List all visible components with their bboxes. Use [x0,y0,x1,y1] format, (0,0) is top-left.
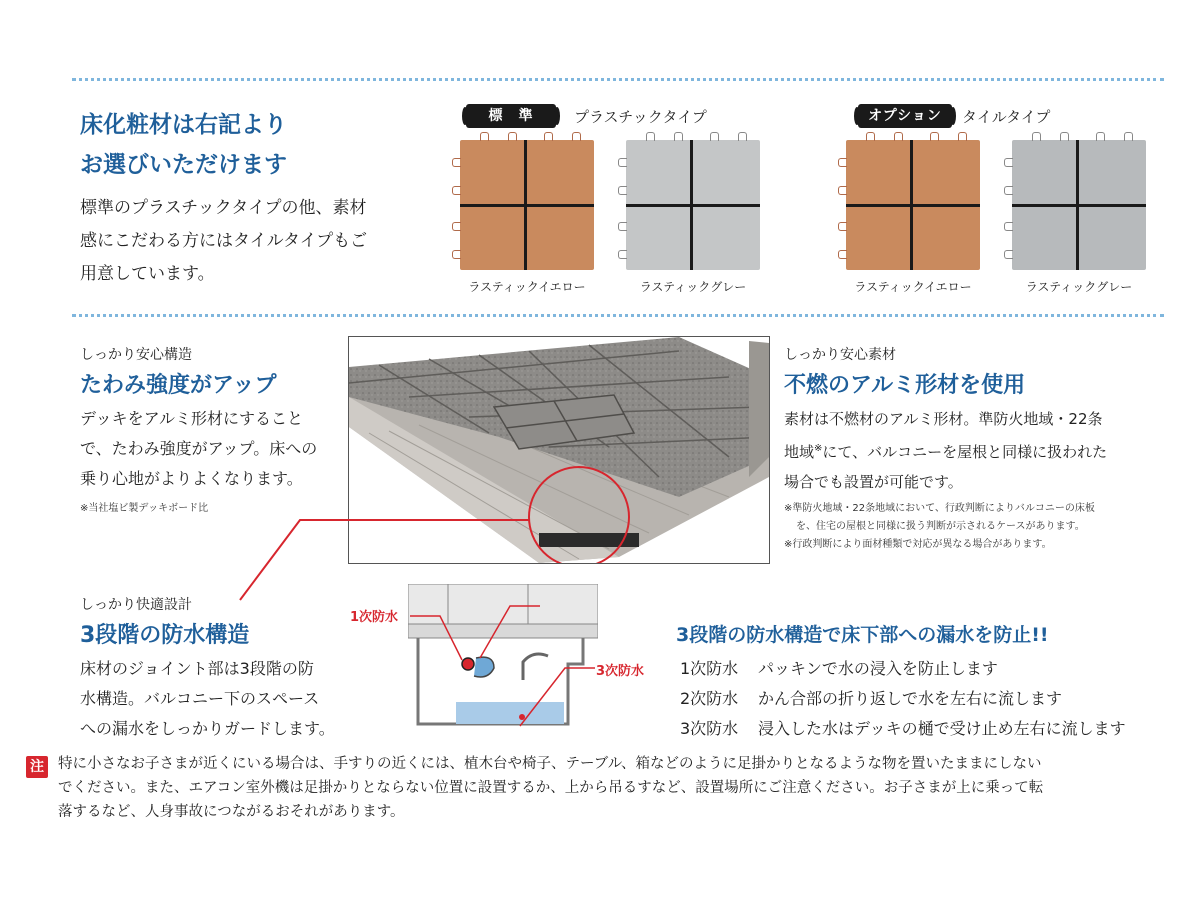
body-line: 水構造。バルコニー下のスペース [80,689,320,708]
note-line: ※準防火地域・22条地域において、行政判断によりバルコニーの床板 [784,503,1095,514]
section2-left-body [80,404,350,494]
caution-line: 落するなど、人身事故につながるおそれがあります。 [58,804,405,820]
standard-type-label: プラスチックタイプ [574,108,707,126]
waterproof-leader-lines [400,594,600,734]
body-line [784,434,1174,467]
tile-connector [452,222,461,231]
body-text: にて、バルコニーを屋根と同様に扱われた [822,443,1108,461]
waterproof-items [680,654,1126,744]
label-primary-waterproof: 1次防水 [350,610,399,625]
waterproof-summary-heading: 3段階の防水構造で床下部への漏水を防止!! [676,624,1049,646]
tile-connector [738,132,747,141]
section2-right-sub: しっかり安心素材 [784,347,896,363]
tile-connector [958,132,967,141]
tile-connector [618,186,627,195]
section3-sub: しっかり快適設計 [80,597,192,613]
tile-connector [866,132,875,141]
tile-connector [710,132,719,141]
section3-heading: 3段階の防水構造 [80,623,250,648]
body-line: 場合でも設置が可能です。 [784,473,963,491]
caution-mark: 注 [26,756,48,778]
body-line: で、たわみ強度がアップ。床への [80,439,318,458]
tile-connector [480,132,489,141]
waterproof-item [680,714,1126,744]
tile-swatch [460,140,594,270]
tile-connector [838,250,847,259]
tile-connector [894,132,903,141]
tile-caption: ラスティックイエロー [468,280,586,294]
section1-heading-line1: 床化粧材は右記より [80,112,287,138]
dotted-divider-top [72,78,1164,81]
tile-connector [838,186,847,195]
item-text: パッキンで水の浸入を防止します [758,659,998,678]
note-line: ※行政判断により面材種類で対応が異なる場合があります。 [784,539,1052,550]
footnote-mark: ※ [814,443,823,454]
tile-connector [544,132,553,141]
body-line: 感にこだわる方にはタイルタイプもご [80,231,368,251]
tile-joint-line [1012,204,1146,207]
item-label: 3次防水 [680,719,739,738]
caution-line: でください。また、エアコン室外機は足掛かりとならない位置に設置するか、上から吊るすなど、設置場所にご注意ください。お子さまが上に乗って転 [58,780,1044,796]
tile-connector [1096,132,1105,141]
section2-left-heading: たわみ強度がアップ [80,373,277,398]
section3-body [80,654,370,744]
section1-body [80,192,410,291]
tile-swatch [626,140,760,270]
tile-connector [452,186,461,195]
tile-connector [618,158,627,167]
label-tertiary-waterproof: 3次防水 [596,664,645,679]
section2-right-notes [784,500,1174,554]
tile-connector [452,158,461,167]
section2-right-body [784,404,1174,497]
tile-connector [674,132,683,141]
option-type-label: タイルタイプ [962,108,1051,126]
waterproof-item [680,684,1126,714]
body-line: 素材は不燃材のアルミ形材。準防火地域・22条 [784,410,1103,428]
section2-right-heading: 不燃のアルミ形材を使用 [784,373,1026,398]
tile-connector [618,222,627,231]
body-line: 用意しています。 [80,264,215,284]
tile-connector [1124,132,1133,141]
tile-connector [646,132,655,141]
body-line: 標準のプラスチックタイプの他、素材 [80,198,367,218]
tile-connector [1004,222,1013,231]
body-line: 床材のジョイント部は3段階の防 [80,659,314,678]
caution-line: 特に小さなお子さまが近くにいる場合は、手すりの近くには、植木台や椅子、テーブル、箱などのように足掛かりとなるような物を置いたままにしない [58,756,1042,772]
tile-caption: ラスティックグレー [1025,280,1133,294]
tile-caption: ラスティックグレー [639,280,747,294]
tile-caption: ラスティックイエロー [854,280,972,294]
waterproof-item [680,654,1126,684]
tile-joint-line [460,204,594,207]
item-label: 2次防水 [680,689,739,708]
tile-connector [838,222,847,231]
item-label: 1次防水 [680,659,739,678]
body-line: 乗り心地がよりよくなります。 [80,469,303,488]
tile-connector [1004,250,1013,259]
section2-left-note: ※当社塩ビ製デッキボード比 [80,503,209,514]
tile-connector [1004,158,1013,167]
section2-left-sub: しっかり安心構造 [80,347,192,363]
tile-swatch [846,140,980,270]
tile-connector [452,250,461,259]
note-line: を、住宅の屋根と同様に扱う判断が示されるケースがあります。 [796,521,1085,532]
item-text: かん合部の折り返しで水を左右に流します [758,689,1063,708]
tile-connector [1032,132,1041,141]
tile-connector [930,132,939,141]
tile-swatch [1012,140,1146,270]
tile-joint-line [626,204,760,207]
tile-joint-line [846,204,980,207]
tile-connector [1060,132,1069,141]
tile-connector [618,250,627,259]
tile-connector [572,132,581,141]
body-line: デッキをアルミ形材にすること [80,409,304,428]
option-badge: オプション [858,104,952,128]
section1-heading-line2: お選びいただけます [80,152,287,178]
dotted-divider-middle [72,314,1164,317]
tile-connector [1004,186,1013,195]
tile-connector [508,132,517,141]
standard-badge: 標 準 [466,104,556,128]
body-line: への漏水をしっかりガードします。 [80,719,335,738]
tile-connector [838,158,847,167]
body-text: 地域 [784,443,815,461]
caution-text [58,752,1168,824]
item-text: 浸入した水はデッキの樋で受け止め左右に流します [758,719,1126,738]
